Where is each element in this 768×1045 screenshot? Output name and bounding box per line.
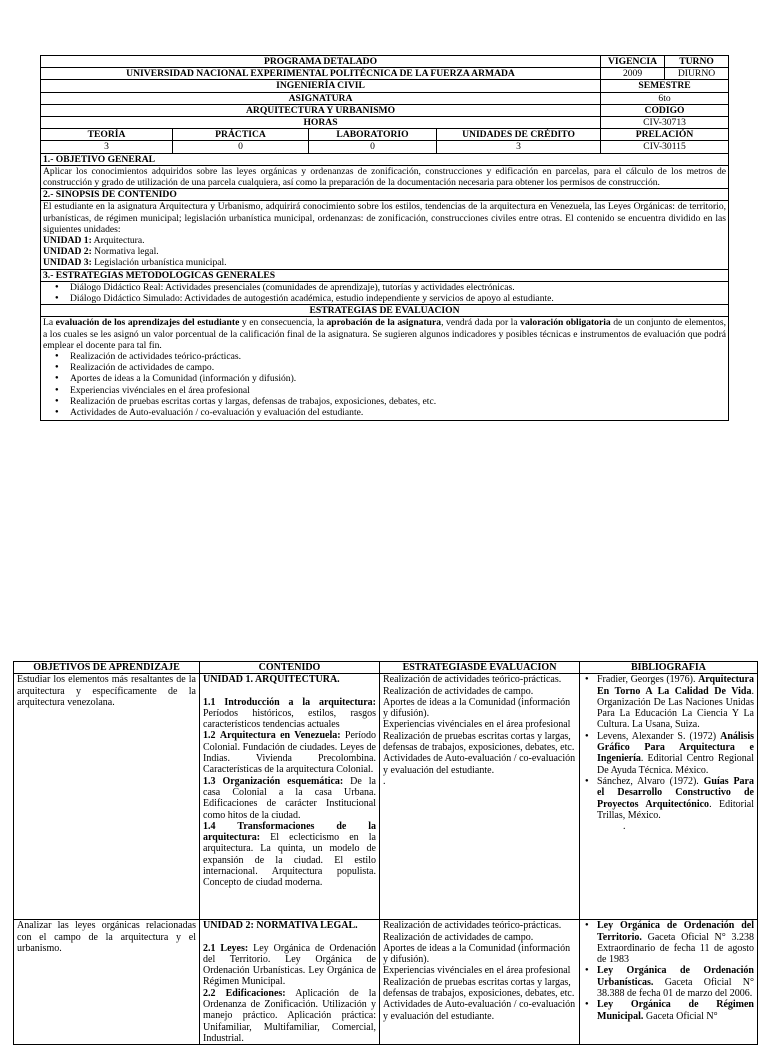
item-text: De la casa Colonial a la casa Urbana. Edificaciones de carácter Institucional como hitos de la ciudad. [203, 775, 376, 821]
row2-bibliografia [580, 920, 758, 1045]
vigencia-label: VIGENCIA [601, 56, 665, 68]
col-header-objetivos: OBJETIVOS DE APRENDIZAJE [14, 662, 200, 674]
row1-contenido [200, 674, 380, 920]
vigencia-value: 2009 [601, 68, 665, 80]
row1-eval-line: Experiencias vivénciales en el área profesional [383, 719, 571, 731]
bib-entry [597, 674, 754, 730]
eval-text-2: y en consecuencia, la [239, 317, 327, 329]
row2-item-1 [203, 943, 376, 988]
item-title: Leyes: [220, 942, 249, 954]
bib-entry [597, 920, 754, 965]
row1-eval-line: Realización de actividades teórico-prácticas. [383, 674, 562, 686]
eval-bold-2: aprobación de la asignatura [326, 317, 442, 329]
prelacion-value: CIV-30115 [601, 141, 729, 153]
unit-text-2: Normativa legal. [91, 246, 159, 258]
row2-eval-line: Realización de actividades teórico-prácticas. [383, 920, 562, 932]
evaluacion-title: ESTRATEGIAS DE EVALUACION [41, 305, 729, 317]
turno-value: DIURNO [665, 68, 729, 80]
bib-author: Levens, Alexander S. (1972) [597, 730, 721, 742]
evaluacion-text [43, 317, 726, 351]
practica-value: 0 [173, 141, 309, 153]
laboratorio-label: LABORATORIO [309, 129, 437, 141]
item-text: Período Colonial. Fundación de ciudades. Leyes de Indias. Vivienda Precolombina. Características de la arquitectura Colonial. [203, 730, 377, 776]
unit-label-3: UNIDAD 3: [43, 257, 92, 269]
row2-eval-line: Aportes de ideas a la Comunidad (información y difusión). [383, 942, 571, 966]
bib-author: Fradier, Georges (1976). [597, 674, 699, 686]
eval-bold-3: valoración obligatoria [520, 317, 611, 329]
teoria-value: 3 [41, 141, 173, 153]
row1-item-3 [203, 776, 376, 821]
row1-eval-line: Realización de actividades de campo. [383, 685, 534, 697]
item-title: Organización esquemática: [222, 775, 344, 787]
evaluacion-item: ● Realización de pruebas escritas cortas y largas, defensas de trabajos, exposiciones, debates, etc. [70, 396, 726, 407]
row2-eval-line: Experiencias vivénciales en el área profesional [383, 965, 571, 977]
university-name: UNIVERSIDAD NACIONAL EXPERIMENTAL POLITÉCNICA DE LA FUERZA ARMADA [41, 68, 601, 80]
semestre-label: SEMESTRE [601, 80, 729, 92]
sinopsis-text: El estudiante en la asignatura Arquitectura y Urbanismo, adquirirá conocimiento sobre los estilos, tendencias de la arquitectura en Venezuela, las Leyes Orgánicas: de territorio, urbanísticas, de régimen municipal; legislación urbanística municipal, ordenanzas: de zonificación, construcciones civiles entre otras. El contenido se encuentra dividido en las siguientes unidades: [43, 201, 727, 235]
item-title: Transformaciones de la arquitectura: [203, 820, 377, 844]
bib-title: Ley Orgánica de Ordenación Urbanísticas. [597, 965, 754, 988]
objetivo-title: 1.- OBJETIVO GENERAL [41, 153, 729, 165]
row1-objetivo: Estudiar los elementos más resaltantes de la arquitectura y específicamente de la arquitectura venezolana. [14, 674, 200, 920]
item-num: 2.1 [203, 942, 216, 954]
bib-publisher: Gaceta Oficial N° 3.238 Extraordinario de fecha 11 de agosto de 1983 [597, 931, 754, 966]
item-title: Arquitectura en Venezuela: [219, 730, 341, 742]
row2-contenido [200, 920, 380, 1045]
bib-title: Ley Orgánica de Ordenación del Territorio. [597, 920, 754, 943]
codigo-label: CODIGO [601, 104, 729, 116]
bib-entry [597, 776, 754, 821]
estrategia-item: ● Diálogo Didáctico Simulado: Actividades de autogestión académica, estudio independiente y servicios de apoyo al estudiante. [70, 293, 726, 304]
evaluacion-item: ● Aportes de ideas a la Comunidad (información y difusión). [70, 373, 726, 384]
bib-publisher: Gaceta Oficial N° 38.388 de fecha 01 de marzo del 2006. [597, 976, 754, 1000]
unit-label-2: UNIDAD 2: [43, 246, 92, 258]
item-text: Ley Orgánica de Ordenación del Territorio. Ley Orgánica de Ordenación Urbanísticas. Ley Orgánica de Régimen Municipal. [203, 942, 376, 988]
bib-title: Guías Para el Desarrollo Constructivo de Proyectos Arquitectónico [597, 775, 754, 810]
eval-bold-1: evaluación de los aprendizajes del estudiante [55, 317, 240, 329]
item-num: 1.3 [203, 775, 216, 787]
unit-line-2 [43, 246, 726, 257]
row2-eval-line: Actividades de Auto-evaluación / co-evaluación y evaluación del estudiante. [383, 999, 576, 1022]
item-text: Períodos históricos, estilos, rasgos característicos tendencias actuales [203, 707, 376, 731]
unit-line-3 [43, 257, 726, 268]
program-title: PROGRAMA DETALADO [41, 56, 601, 68]
col-header-estrategias: ESTRATEGIASDE EVALUACION [380, 662, 580, 674]
objetivo-text: Aplicar los conocimientos adquiridos sobre las leyes orgánicas y ordenanzas de zonificación, construcciones y edificación en parcelas, para el cálculo de los metros de construcción y grado de utilización de una parcela cualquiera, así como la preparación de la documentación necesaria para obtener los permisos de construcción. [41, 165, 729, 188]
item-num: 2.2 [203, 987, 216, 999]
eval-text-3: , vendrá dada por la [441, 317, 521, 329]
bib-entry [597, 731, 754, 776]
creditos-value: 3 [437, 141, 601, 153]
bib-publisher: . Editorial Centro Regional De Ayuda Técnica. México. [597, 753, 754, 776]
row2-unit-title: UNIDAD 2: NORMATIVA LEGAL. [203, 920, 358, 932]
bib-title: Arquitectura En Torno A La Calidad De Vida [597, 674, 754, 697]
row1-eval-line: . [383, 775, 386, 787]
creditos-label: UNIDADES DE CRÉDITO [437, 129, 601, 141]
item-title: Edificaciones: [225, 987, 286, 999]
estrategias-list [41, 281, 729, 304]
bib-publisher: . Organización De Las Naciones Unidas Para La Educación La Ciencia Y La Cultura. La Usana, Suiza. [597, 685, 754, 731]
evaluacion-section [41, 317, 729, 421]
row1-bibliografia [580, 674, 758, 920]
unit-text-1: Arquitectura. [91, 235, 145, 247]
row2-eval-line: Realización de pruebas escritas cortas y largas, defensas de trabajos, exposiciones, debates, etc. [383, 976, 575, 1000]
row1-item-4 [203, 821, 376, 889]
unit-text-3: Legislación urbanística municipal. [91, 257, 227, 269]
evaluacion-item: ● Actividades de Auto-evaluación / co-evaluación y evaluación del estudiante. [70, 407, 726, 418]
practica-label: PRÁCTICA [173, 129, 309, 141]
asignatura-value: ARQUITECTURA Y URBANISMO [41, 104, 601, 116]
bib-author: Sánchez, Alvaro (1972). [597, 775, 704, 787]
unit-label-1: UNIDAD 1: [43, 235, 92, 247]
row1-unit-title: UNIDAD 1. ARQUITECTURA. [203, 674, 340, 686]
evaluacion-item: ● Experiencias vivénciales en el área profesional [70, 385, 726, 396]
item-title: Introducción a la arquitectura: [224, 696, 376, 708]
laboratorio-value: 0 [309, 141, 437, 153]
bib-publisher: . Editorial Trillas, México. [597, 798, 754, 821]
bib-entry [597, 999, 754, 1022]
prelacion-label: PRELACIÓN [601, 129, 729, 141]
bib-title: Análisis Gráfico Para Arquitectura e Ingeniería [597, 730, 754, 765]
eval-text-4: de un conjunto de elementos, a los cuales se les asignó un valor porcentual de la calificación final de la asignatura. Se sugieren algunos indicadores y posibles técnicas e instrumentos de evaluación que podrá emplear el docente para tal fin. [43, 317, 727, 351]
teoria-label: TEORÍA [41, 129, 173, 141]
bib-publisher: Gaceta Oficial N° [643, 1010, 718, 1022]
row1-item-2 [203, 730, 376, 775]
learning-objectives-table [13, 661, 758, 1045]
row2-item-2 [203, 988, 376, 1044]
semestre-value: 6to [601, 92, 729, 104]
estrategias-title: 3.- ESTRATEGIAS METODOLOGICAS GENERALES [41, 269, 729, 281]
item-text: El eclecticismo en la arquitectura. La quinta, un modelo de expansión de la ciudad. El estilo internacional. Arquitectura populista. Concepto de ciudad moderna. [203, 832, 376, 889]
item-num: 1.2 [203, 730, 216, 742]
career-name: INGENIERÍA CIVIL [41, 80, 601, 92]
bib-title: Ley Orgánica de Régimen Municipal. [597, 999, 754, 1022]
sinopsis-title: 2.- SINOPSIS DE CONTENIDO [41, 189, 729, 201]
row1-item-1 [203, 697, 376, 731]
col-header-bibliografia: BIBLIOGRAFIA [580, 662, 758, 674]
item-num: 1.1 [203, 696, 216, 708]
row1-eval-line: Realización de pruebas escritas cortas y largas, defensas de trabajos, exposiciones, debates, etc. [383, 730, 575, 754]
item-text: Aplicación de la Ordenanza de Zonificación. Utilización y manejo práctico. Aplicación práctica: Unifamiliar, Multifamiliar, Comercial, Industrial. [203, 987, 377, 1044]
item-num: 1.4 [203, 820, 216, 832]
bib-entry [597, 965, 754, 999]
unit-line-1 [43, 235, 726, 246]
eval-text-1: La [43, 317, 56, 329]
bib-tail: . [623, 821, 626, 833]
estrategia-item: ● Diálogo Didáctico Real: Actividades presenciales (comunidades de aprendizaje), tutorías y actividades electrónicas. [70, 282, 726, 293]
program-header-table [40, 55, 729, 421]
row1-eval-line: Aportes de ideas a la Comunidad (información y difusión). [383, 696, 571, 720]
row1-eval-line: Actividades de Auto-evaluación / co-evaluación y evaluación del estudiante. [383, 753, 576, 776]
row2-eval-line: Realización de actividades de campo. [383, 931, 534, 943]
turno-label: TURNO [665, 56, 729, 68]
horas-label: HORAS [41, 117, 601, 129]
asignatura-label: ASIGNATURA [41, 92, 601, 104]
evaluacion-item: ● Realización de actividades teórico-prácticas. [70, 351, 726, 362]
sinopsis-section [41, 201, 729, 269]
col-header-contenido: CONTENIDO [200, 662, 380, 674]
evaluacion-item: ● Realización de actividades de campo. [70, 362, 726, 373]
row1-estrategias [380, 674, 580, 920]
row2-estrategias [380, 920, 580, 1045]
codigo-value: CIV-30713 [601, 117, 729, 129]
row2-objetivo: Analizar las leyes orgánicas relacionadas con el campo de la arquitectura y el urbanismo. [14, 920, 200, 1045]
